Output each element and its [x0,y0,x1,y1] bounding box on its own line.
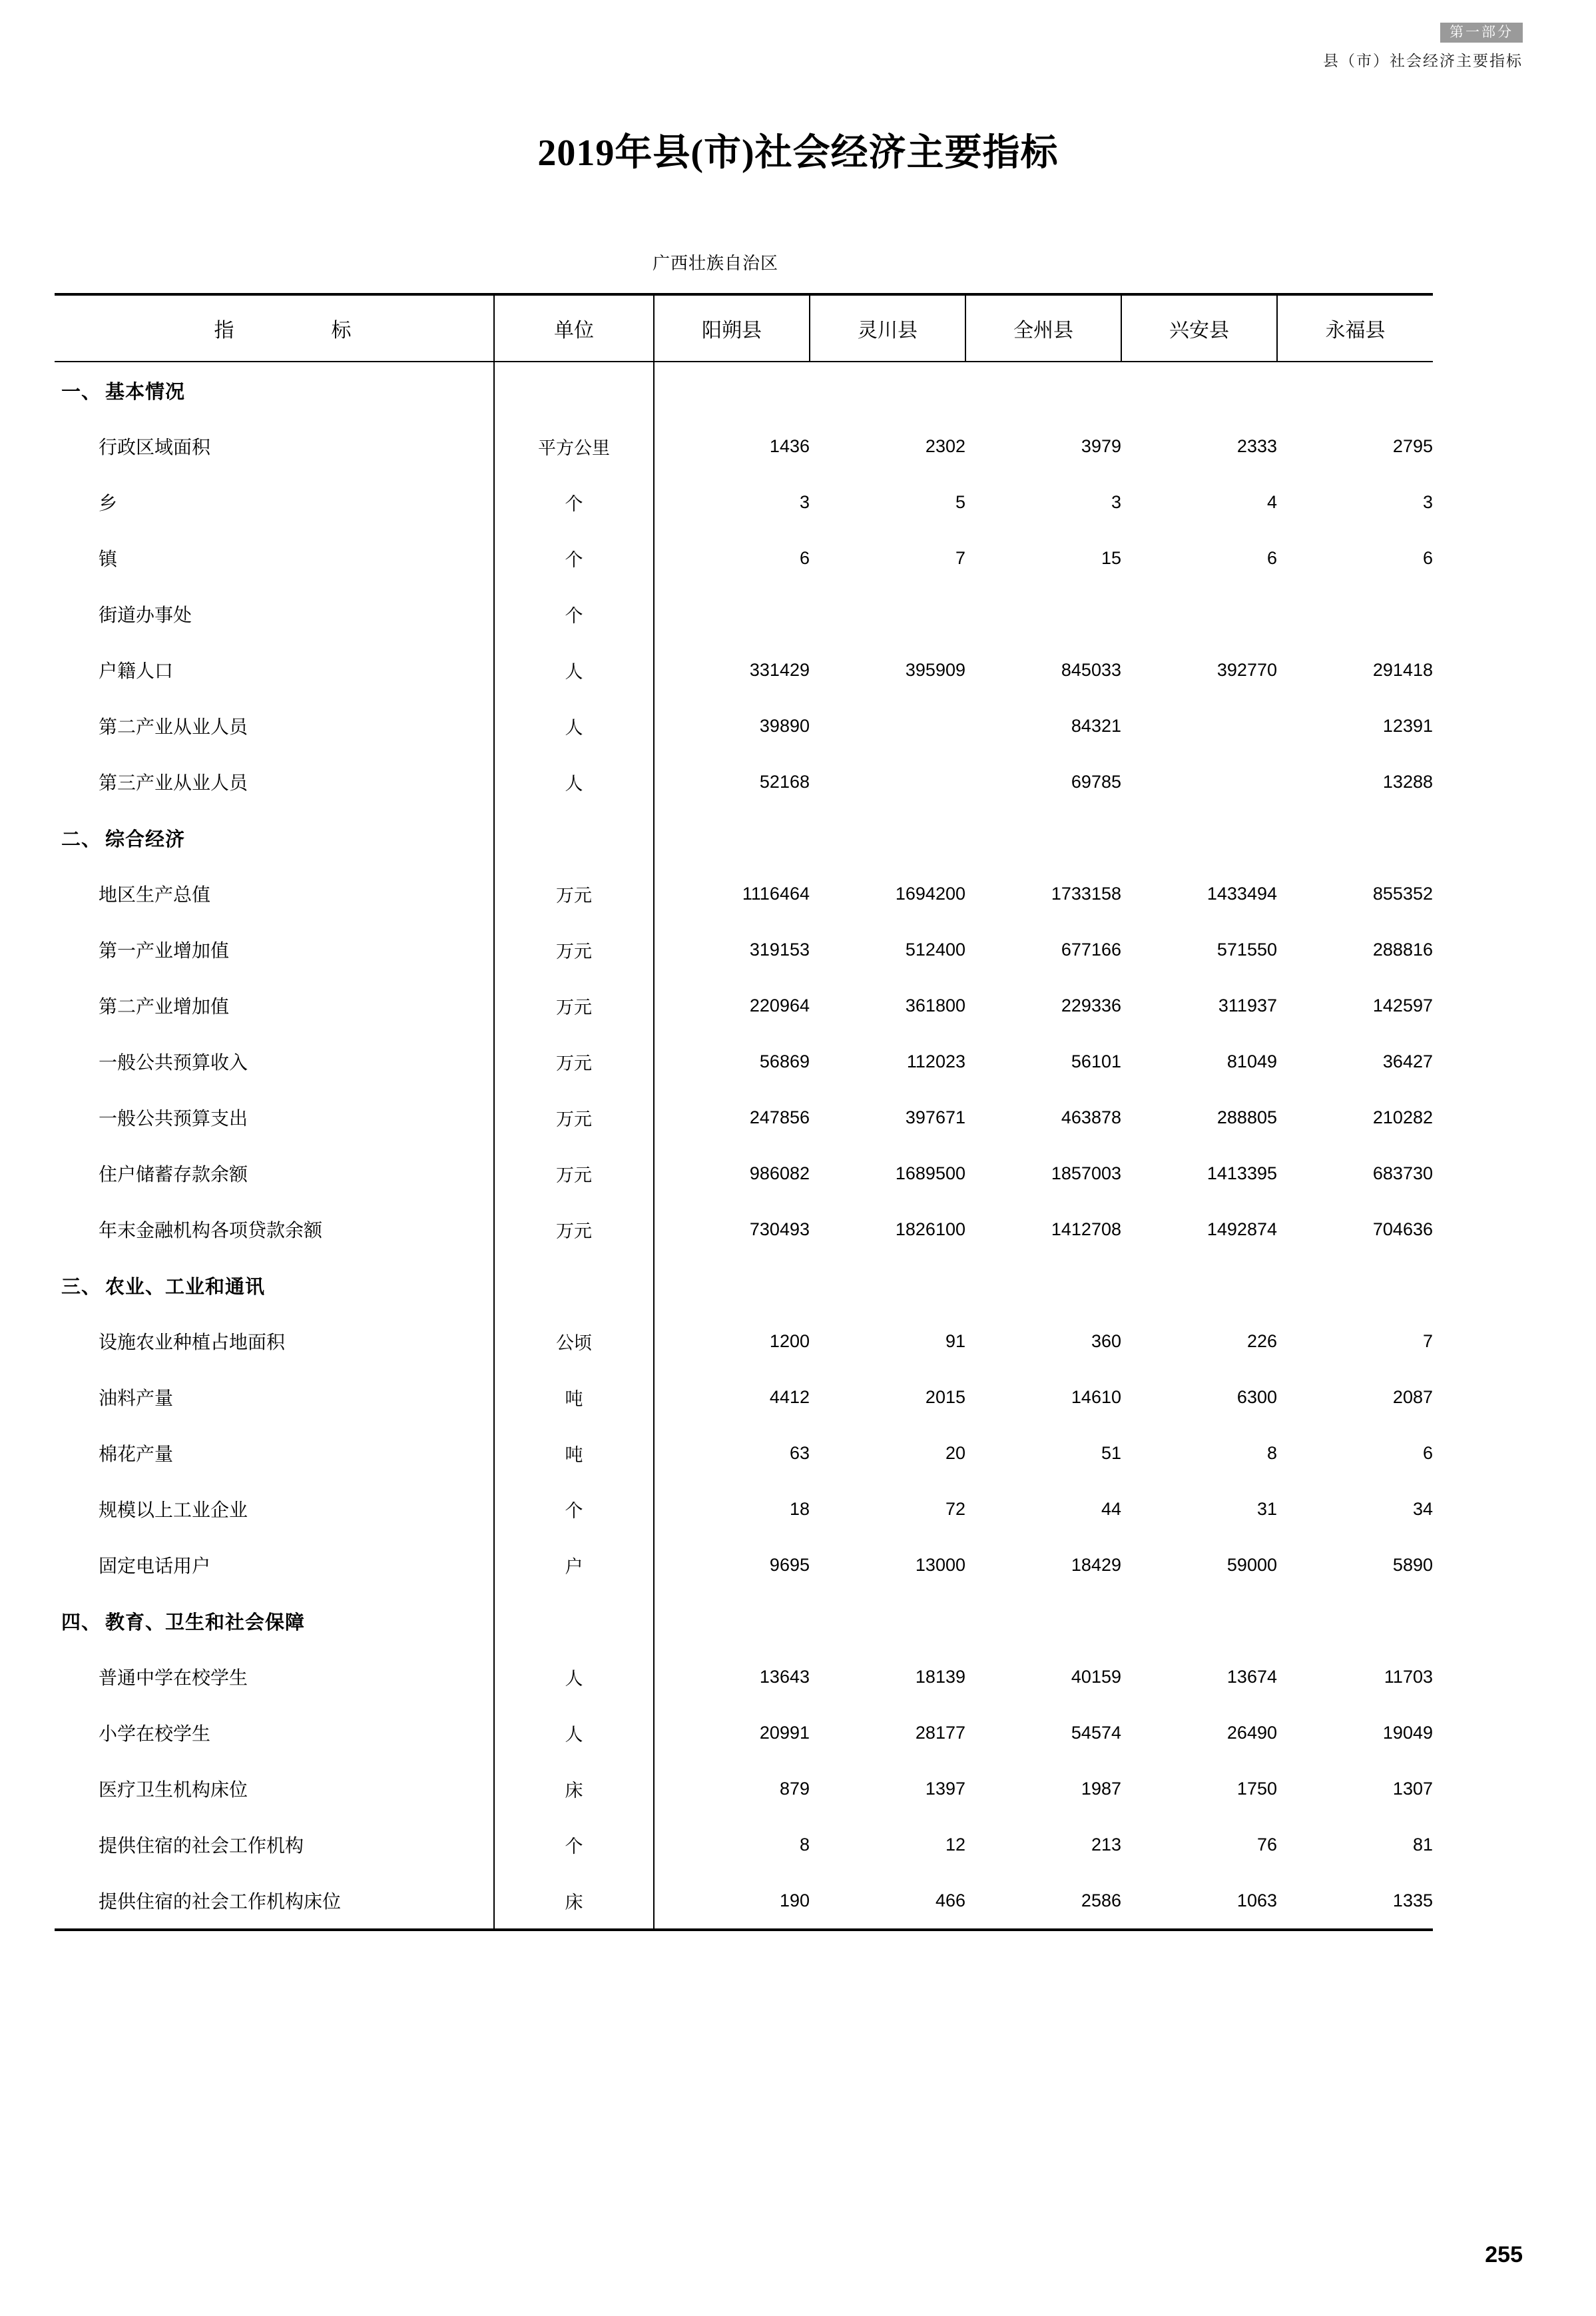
row-value: 2087 [1392,1386,1433,1407]
row-value [1121,698,1277,754]
row-value: 1063 [1121,1873,1277,1930]
row-value: 361800 [905,995,965,1015]
row-value: 677166 [1061,939,1121,960]
row-value [965,362,1121,418]
row-value: 220964 [749,995,810,1015]
row-value: 15 [1101,547,1121,568]
row-value: 1826100 [895,1219,965,1239]
table-row [55,978,1433,1033]
table-row [55,754,1433,810]
row-label [55,922,494,978]
row-value: 1397 [925,1778,965,1799]
row-value: 44 [1101,1498,1121,1519]
indicator-label: 普通中学在校学生 [99,1668,248,1689]
running-head-subtitle: 县（市）社会经济主要指标 [1323,52,1523,69]
row-value: 72 [945,1498,965,1519]
row-value: 288805 [1216,1107,1277,1127]
row-value: 397671 [905,1107,965,1127]
row-value [1277,1593,1433,1649]
row-value: 56101 [1071,1051,1121,1071]
row-value: 1987 [1081,1778,1121,1799]
row-unit [494,810,654,866]
row-value: 1335 [1277,1873,1433,1930]
row-label [55,1033,494,1089]
row-value: 6300 [1236,1386,1277,1407]
section-number: 四、 [61,1611,102,1633]
row-value [654,586,810,642]
indicator-label: 第二产业增加值 [99,997,230,1017]
row-value: 26490 [1226,1722,1277,1743]
row-label [55,978,494,1033]
row-value [1277,362,1433,418]
indicator-label: 第二产业从业人员 [99,717,248,738]
table-row [55,1761,1433,1817]
row-value: 4 [1266,491,1277,512]
row-value: 2795 [1392,435,1433,456]
row-value: 13288 [1382,771,1433,792]
row-value: 39890 [759,715,810,736]
row-value [1277,810,1433,866]
row-value: 59000 [1226,1554,1277,1575]
table-row [55,1201,1433,1257]
row-value: 34 [1412,1498,1433,1519]
table-row [55,1425,1433,1481]
row-value [654,1593,810,1649]
row-value: 18 [789,1498,810,1519]
row-value: 112023 [906,1051,965,1071]
row-label [55,1481,494,1537]
row-unit: 万元 [494,1089,654,1145]
row-value: 13643 [759,1666,810,1687]
row-label [55,1369,494,1425]
row-value [1277,1257,1433,1313]
section-label: 基本情况 [105,381,186,403]
row-value: 8 [799,1834,810,1855]
statistics-table [55,293,1433,1931]
indicator-label: 一般公共预算支出 [99,1109,248,1129]
indicator-label: 小学在校学生 [99,1724,211,1745]
row-value: 7 [1422,1330,1433,1351]
row-value: 84321 [1071,715,1121,736]
section-label: 农业、工业和通讯 [105,1276,266,1298]
indicator-label: 设施农业种植占地面积 [99,1332,286,1353]
indicator-label: 提供住宿的社会工作机构 [99,1836,304,1857]
table-row [55,642,1433,698]
row-value: 512400 [905,939,965,960]
row-value: 6 [1422,1442,1433,1463]
indicator-label: 年末金融机构各项贷款余额 [99,1221,323,1241]
row-unit: 人 [494,642,654,698]
row-value: 19049 [1382,1722,1433,1743]
table-row [55,1649,1433,1705]
row-value: 226 [1246,1330,1277,1351]
row-unit: 户 [494,1537,654,1593]
row-label [55,754,494,810]
row-value: 190 [654,1873,810,1930]
row-value: 69785 [1071,771,1121,792]
row-value: 2586 [965,1873,1121,1930]
running-head-badge: 第一部分 [1440,23,1523,43]
table-row [55,1481,1433,1537]
row-label [55,1649,494,1705]
row-value [1121,362,1277,418]
row-label [55,362,494,418]
row-value: 3 [1422,491,1433,512]
row-unit: 人 [494,1649,654,1705]
row-value [810,586,965,642]
row-value: 1412708 [1051,1219,1121,1239]
row-label [55,1201,494,1257]
table-row [55,1089,1433,1145]
row-unit: 个 [494,1817,654,1873]
page-title: 2019年县(市)社会经济主要指标 [537,133,1059,174]
indicator-label: 乡 [99,493,118,514]
row-value: 12391 [1382,715,1433,736]
row-value: 1492874 [1206,1219,1277,1239]
row-unit: 个 [494,1481,654,1537]
header-indicator: 指 标 [55,294,494,362]
table-row [55,418,1433,474]
row-value: 14610 [1071,1386,1121,1407]
row-label [55,1873,494,1930]
row-value: 52168 [759,771,810,792]
row-unit: 人 [494,698,654,754]
row-value: 879 [779,1778,810,1799]
row-unit: 人 [494,1705,654,1761]
row-label [55,1257,494,1313]
row-label [55,866,494,922]
row-value: 291418 [1372,659,1433,680]
row-value: 6 [799,547,810,568]
indicator-label: 住户储蓄存款余额 [99,1165,248,1185]
table-row [55,698,1433,754]
row-label [55,810,494,866]
row-value: 51 [1101,1442,1121,1463]
indicator-label: 第三产业从业人员 [99,773,248,794]
row-value: 466 [810,1873,965,1930]
row-unit: 个 [494,530,654,586]
table-row [55,1369,1433,1425]
row-value: 6 [1422,547,1433,568]
row-value: 3979 [1081,435,1121,456]
row-value: 9695 [769,1554,810,1575]
row-label [55,586,494,642]
table-row [55,1873,1433,1930]
row-value: 2302 [925,435,965,456]
table-row [55,1145,1433,1201]
row-label [55,1313,494,1369]
row-value: 81049 [1226,1051,1277,1071]
row-value [965,1257,1121,1313]
row-value: 6 [1266,547,1277,568]
row-value: 5 [955,491,965,512]
table-row [55,474,1433,530]
row-unit [494,362,654,418]
row-unit: 万元 [494,1145,654,1201]
row-label [55,1705,494,1761]
row-unit: 人 [494,754,654,810]
row-unit [494,1257,654,1313]
row-value: 730493 [749,1219,810,1239]
row-value: 1433494 [1206,883,1277,904]
header-col-3: 兴安县 [1121,294,1277,362]
table-header-row [55,294,1433,362]
table-section-row [55,1257,1433,1313]
table-row [55,586,1433,642]
row-value: 1750 [1236,1778,1277,1799]
row-value: 11703 [1384,1666,1433,1687]
row-value [810,1593,965,1649]
row-label [55,1425,494,1481]
row-value [1277,586,1433,642]
row-label [55,530,494,586]
row-value: 91 [945,1330,965,1351]
row-label [55,698,494,754]
row-value: 3 [799,491,810,512]
row-value: 5890 [1392,1554,1433,1575]
header-col-1: 灵川县 [810,294,965,362]
row-value: 18429 [1071,1554,1121,1575]
section-number: 二、 [61,828,102,850]
indicator-label: 街道办事处 [99,605,192,626]
row-unit: 万元 [494,978,654,1033]
table-row [55,866,1433,922]
row-unit: 吨 [494,1425,654,1481]
region-subtitle: 广西壮族自治区 [653,254,779,273]
row-value: 76 [1256,1834,1277,1855]
indicator-label: 镇 [99,549,118,570]
indicator-label: 棉花产量 [99,1444,174,1465]
section-label: 综合经济 [105,828,186,850]
row-unit: 床 [494,1873,654,1930]
row-value: 18139 [915,1666,965,1687]
row-value: 986082 [749,1163,810,1183]
row-value [965,586,1121,642]
indicator-label: 医疗卫生机构床位 [99,1780,248,1801]
row-value [1121,586,1277,642]
section-number: 一、 [61,381,102,403]
row-value: 1689500 [895,1163,965,1183]
row-value: 40159 [1071,1666,1121,1687]
running-head [1323,23,1523,71]
row-value: 331429 [749,659,810,680]
header-col-0: 阳朔县 [654,294,810,362]
row-label [55,1537,494,1593]
row-value: 463878 [1061,1107,1121,1127]
row-value [810,810,965,866]
row-value [1121,1257,1277,1313]
row-value: 360 [1091,1330,1121,1351]
table-row [55,1033,1433,1089]
indicator-label: 油料产量 [99,1388,174,1409]
row-value [810,754,965,810]
row-unit: 万元 [494,1033,654,1089]
row-unit: 平方公里 [494,418,654,474]
row-value [1121,1593,1277,1649]
table-head [55,294,1433,362]
table-row [55,1817,1433,1873]
row-value [1121,754,1277,810]
row-value: 4412 [769,1386,810,1407]
indicator-label: 固定电话用户 [99,1556,211,1577]
row-value: 1436 [769,435,810,456]
row-value: 81 [1412,1834,1433,1855]
row-value: 56869 [759,1051,810,1071]
row-unit: 万元 [494,922,654,978]
row-value: 13000 [915,1554,965,1575]
row-label [55,1817,494,1873]
row-label [55,418,494,474]
row-value: 1413395 [1206,1163,1277,1183]
row-value: 31 [1256,1498,1277,1519]
row-value: 28177 [915,1722,965,1743]
row-value: 704636 [1372,1219,1433,1239]
page-number: 255 [1485,2242,1523,2267]
row-value: 247856 [749,1107,810,1127]
row-value: 210282 [1372,1107,1433,1127]
row-value: 1307 [1392,1778,1433,1799]
row-value [654,810,810,866]
row-value: 311937 [1218,995,1277,1015]
indicator-label: 地区生产总值 [99,885,211,906]
row-value: 1116464 [742,883,810,904]
table-container [55,293,1433,1931]
row-value: 36427 [1382,1051,1433,1071]
indicator-label: 提供住宿的社会工作机构床位 [99,1892,342,1912]
row-value: 3 [1111,491,1121,512]
row-unit: 吨 [494,1369,654,1425]
row-value [965,810,1121,866]
row-unit: 公顷 [494,1313,654,1369]
row-unit: 个 [494,474,654,530]
row-label [55,1593,494,1649]
row-value: 392770 [1216,659,1277,680]
row-value: 213 [1091,1834,1121,1855]
table-row [55,530,1433,586]
row-value: 288816 [1372,939,1433,960]
row-value [810,698,965,754]
row-value: 571550 [1216,939,1277,960]
row-value: 13674 [1226,1666,1277,1687]
row-value: 54574 [1071,1722,1121,1743]
row-unit [494,1593,654,1649]
row-value: 683730 [1372,1163,1433,1183]
row-label [55,1089,494,1145]
row-value: 855352 [1372,883,1433,904]
row-value: 8 [1266,1442,1277,1463]
row-label [55,642,494,698]
row-unit: 万元 [494,866,654,922]
table-row [55,1705,1433,1761]
row-label [55,1761,494,1817]
section-number: 三、 [61,1276,102,1298]
row-value [1121,810,1277,866]
row-value [965,1593,1121,1649]
header-col-4: 永福县 [1277,294,1433,362]
row-label [55,474,494,530]
indicator-label: 户籍人口 [99,661,174,682]
row-value: 20 [945,1442,965,1463]
section-label: 教育、卫生和社会保障 [105,1611,306,1633]
row-value: 229336 [1061,995,1121,1015]
table-row [55,1537,1433,1593]
row-value [810,1257,965,1313]
row-value [654,1257,810,1313]
row-value: 1733158 [1051,883,1121,904]
indicator-label: 规模以上工业企业 [99,1500,248,1521]
row-unit: 个 [494,586,654,642]
row-unit: 万元 [494,1201,654,1257]
table-section-row [55,810,1433,866]
row-value [810,362,965,418]
row-label [55,1145,494,1201]
row-value: 2015 [925,1386,965,1407]
table-section-row [55,362,1433,418]
row-value: 2333 [1236,435,1277,456]
row-value [654,362,810,418]
table-row [55,1313,1433,1369]
row-value: 142597 [1372,995,1433,1015]
row-value: 12 [945,1834,965,1855]
table-body [55,362,1433,1930]
row-value: 1857003 [1051,1163,1121,1183]
row-value: 319153 [749,939,810,960]
row-value: 1694200 [895,883,965,904]
row-value: 20991 [759,1722,810,1743]
table-section-row [55,1593,1433,1649]
row-value: 63 [789,1442,810,1463]
row-value: 395909 [905,659,965,680]
indicator-label: 一般公共预算收入 [99,1053,248,1073]
header-col-2: 全州县 [965,294,1121,362]
indicator-label: 第一产业增加值 [99,941,230,962]
row-value: 7 [955,547,965,568]
row-value: 1200 [769,1330,810,1351]
header-unit: 单位 [494,294,654,362]
row-unit: 床 [494,1761,654,1817]
table-row [55,922,1433,978]
indicator-label: 行政区域面积 [99,437,211,458]
row-value: 845033 [1061,659,1121,680]
